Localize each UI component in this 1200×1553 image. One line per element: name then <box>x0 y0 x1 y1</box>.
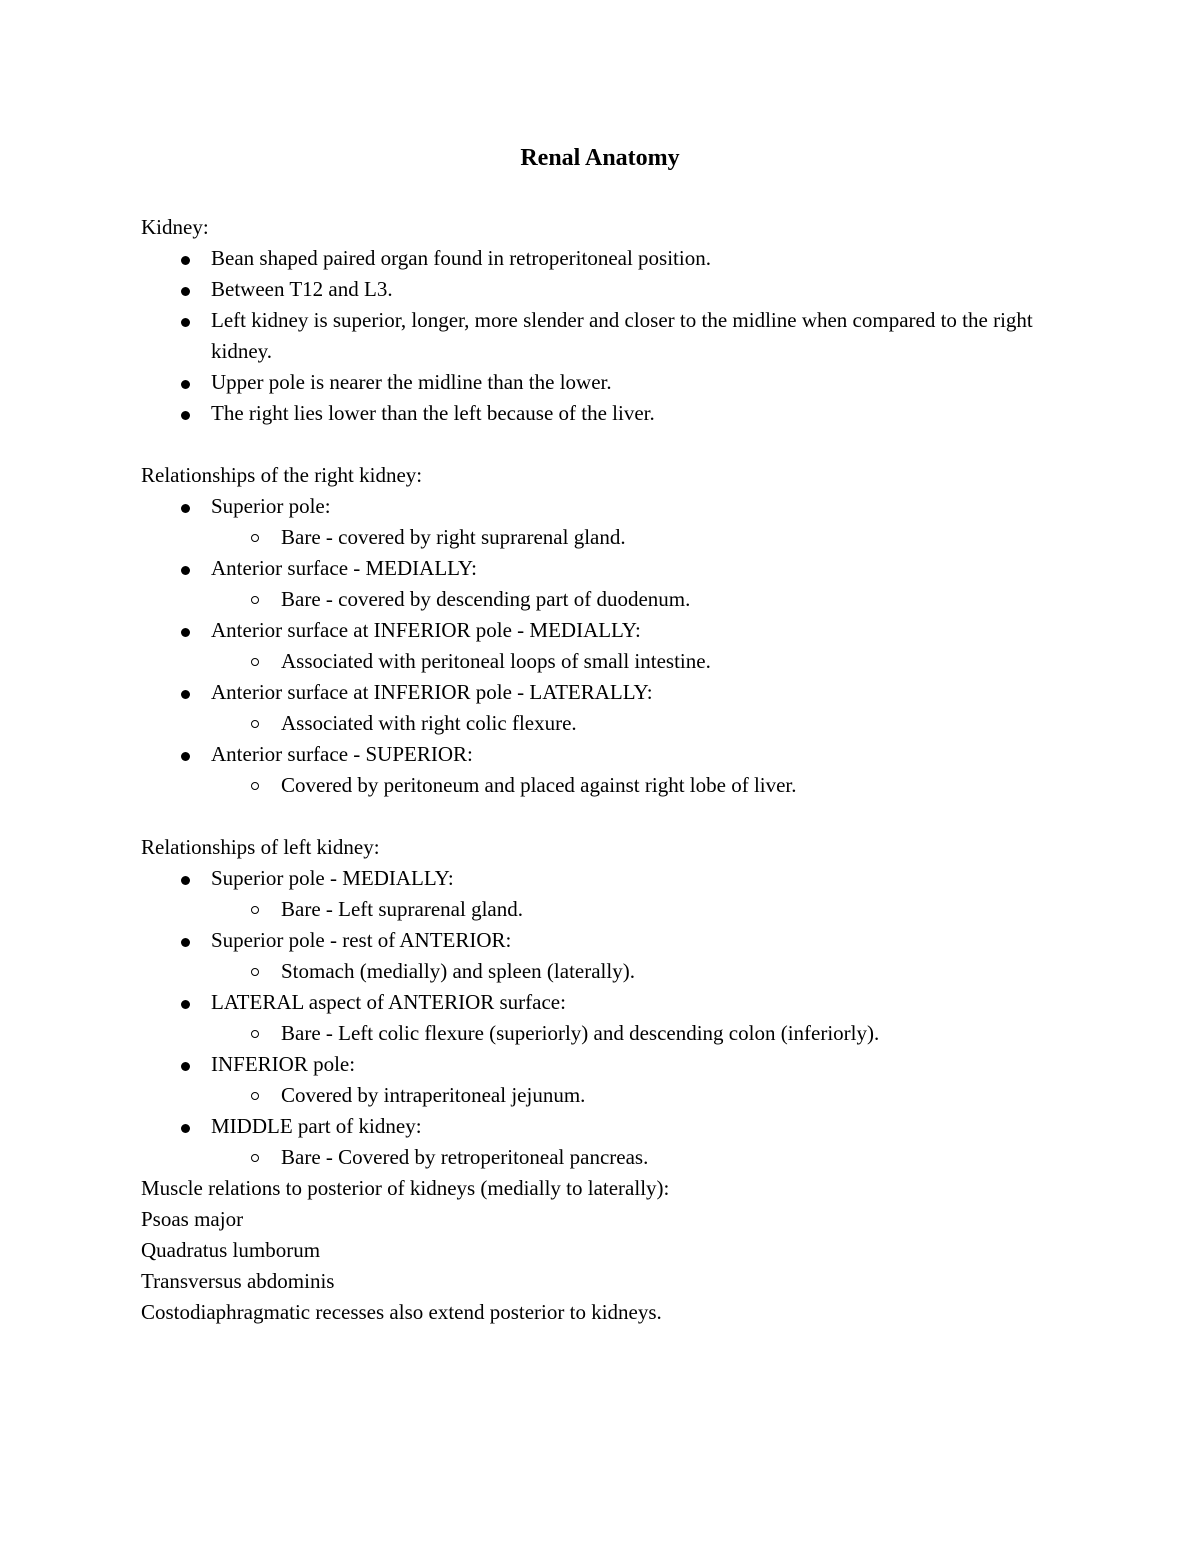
sub-list-item: Associated with peritoneal loops of small intestine. <box>211 646 1081 677</box>
list-item: Between T12 and L3. <box>141 274 1081 305</box>
sub-list <box>211 1142 1081 1173</box>
hollow-bullet-icon <box>251 534 259 542</box>
spacer <box>141 801 1081 832</box>
list-item: Anterior surface - MEDIALLY: Bare - covered by descending part of duodenum. <box>141 553 1081 615</box>
sub-list-item: Covered by intraperitoneal jejunum. <box>211 1080 1081 1111</box>
left-kidney-list <box>141 863 1081 1173</box>
right-kidney-list <box>141 491 1081 801</box>
bullet-icon <box>181 628 190 637</box>
bullet-icon <box>181 752 190 761</box>
sub-list-item: Bare - Left suprarenal gland. <box>211 894 1081 925</box>
spacer <box>141 429 1081 460</box>
sub-list <box>211 708 1081 739</box>
sub-list-item: Bare - covered by descending part of duodenum. <box>211 584 1081 615</box>
muscle-line: Quadratus lumborum <box>141 1238 321 1262</box>
muscle-line: Transversus abdominis <box>141 1269 335 1293</box>
sub-list-item: Bare - covered by right suprarenal gland. <box>211 522 1081 553</box>
list-item: Left kidney is superior, longer, more slender and closer to the midline when compared to the right kidney. <box>141 305 1081 367</box>
sub-list-item: Associated with right colic flexure. <box>211 708 1081 739</box>
list-item: Superior pole - MEDIALLY: Bare - Left suprarenal gland. <box>141 863 1081 925</box>
bullet-icon <box>181 287 190 296</box>
list-item: Anterior surface at INFERIOR pole - MEDIALLY: Associated with peritoneal loops of small intestine. <box>141 615 1081 677</box>
list-item: Upper pole is nearer the midline than the lower. <box>141 367 1081 398</box>
sub-list <box>211 770 1081 801</box>
sub-list <box>211 522 1081 553</box>
bullet-icon <box>181 411 190 420</box>
bullet-icon <box>181 876 190 885</box>
list-item: Anterior surface - SUPERIOR: Covered by peritoneum and placed against right lobe of liver. <box>141 739 1081 801</box>
right-kidney-heading: Relationships of the right kidney: <box>141 463 423 487</box>
hollow-bullet-icon <box>251 1092 259 1100</box>
bullet-icon <box>181 690 190 699</box>
bullet-icon <box>181 318 190 327</box>
hollow-bullet-icon <box>251 1154 259 1162</box>
list-item: MIDDLE part of kidney: Bare - Covered by retroperitoneal pancreas. <box>141 1111 1081 1173</box>
muscles-heading: Muscle relations to posterior of kidneys (medially to laterally): <box>141 1176 670 1200</box>
list-item: Bean shaped paired organ found in retroperitoneal position. <box>141 243 1081 274</box>
hollow-bullet-icon <box>251 906 259 914</box>
sub-list <box>211 1080 1081 1111</box>
bullet-icon <box>181 938 190 947</box>
bullet-icon <box>181 1124 190 1133</box>
bullet-icon <box>181 1062 190 1071</box>
muscle-line: Psoas major <box>141 1207 244 1231</box>
hollow-bullet-icon <box>251 720 259 728</box>
list-item: Anterior surface at INFERIOR pole - LATERALLY: Associated with right colic flexure. <box>141 677 1081 739</box>
hollow-bullet-icon <box>251 968 259 976</box>
kidney-heading: Kidney: <box>141 215 209 239</box>
sub-list-item: Bare - Covered by retroperitoneal pancreas. <box>211 1142 1081 1173</box>
document-body <box>141 212 1081 1328</box>
page-title: Renal Anatomy <box>520 145 680 171</box>
list-item: Superior pole: Bare - covered by right suprarenal gland. <box>141 491 1081 553</box>
bullet-icon <box>181 380 190 389</box>
list-item: INFERIOR pole: Covered by intraperitoneal jejunum. <box>141 1049 1081 1111</box>
sub-list-item: Covered by peritoneum and placed against right lobe of liver. <box>211 770 1081 801</box>
sub-list <box>211 1018 1081 1049</box>
kidney-list <box>141 243 1081 429</box>
sub-list <box>211 956 1081 987</box>
sub-list <box>211 584 1081 615</box>
bullet-icon <box>181 256 190 265</box>
sub-list-item: Stomach (medially) and spleen (laterally). <box>211 956 1081 987</box>
sub-list <box>211 894 1081 925</box>
list-item: LATERAL aspect of ANTERIOR surface: Bare - Left colic flexure (superiorly) and descending colon (inferiorly). <box>141 987 1081 1049</box>
list-item: The right lies lower than the left because of the liver. <box>141 398 1081 429</box>
muscle-note: Costodiaphragmatic recesses also extend posterior to kidneys. <box>141 1300 662 1324</box>
sub-list <box>211 646 1081 677</box>
bullet-icon <box>181 1000 190 1009</box>
hollow-bullet-icon <box>251 1030 259 1038</box>
list-item: Superior pole - rest of ANTERIOR: Stomach (medially) and spleen (laterally). <box>141 925 1081 987</box>
bullet-icon <box>181 566 190 575</box>
sub-list-item: Bare - Left colic flexure (superiorly) and descending colon (inferiorly). <box>211 1018 1081 1049</box>
hollow-bullet-icon <box>251 596 259 604</box>
hollow-bullet-icon <box>251 782 259 790</box>
left-kidney-heading: Relationships of left kidney: <box>141 835 380 859</box>
hollow-bullet-icon <box>251 658 259 666</box>
bullet-icon <box>181 504 190 513</box>
